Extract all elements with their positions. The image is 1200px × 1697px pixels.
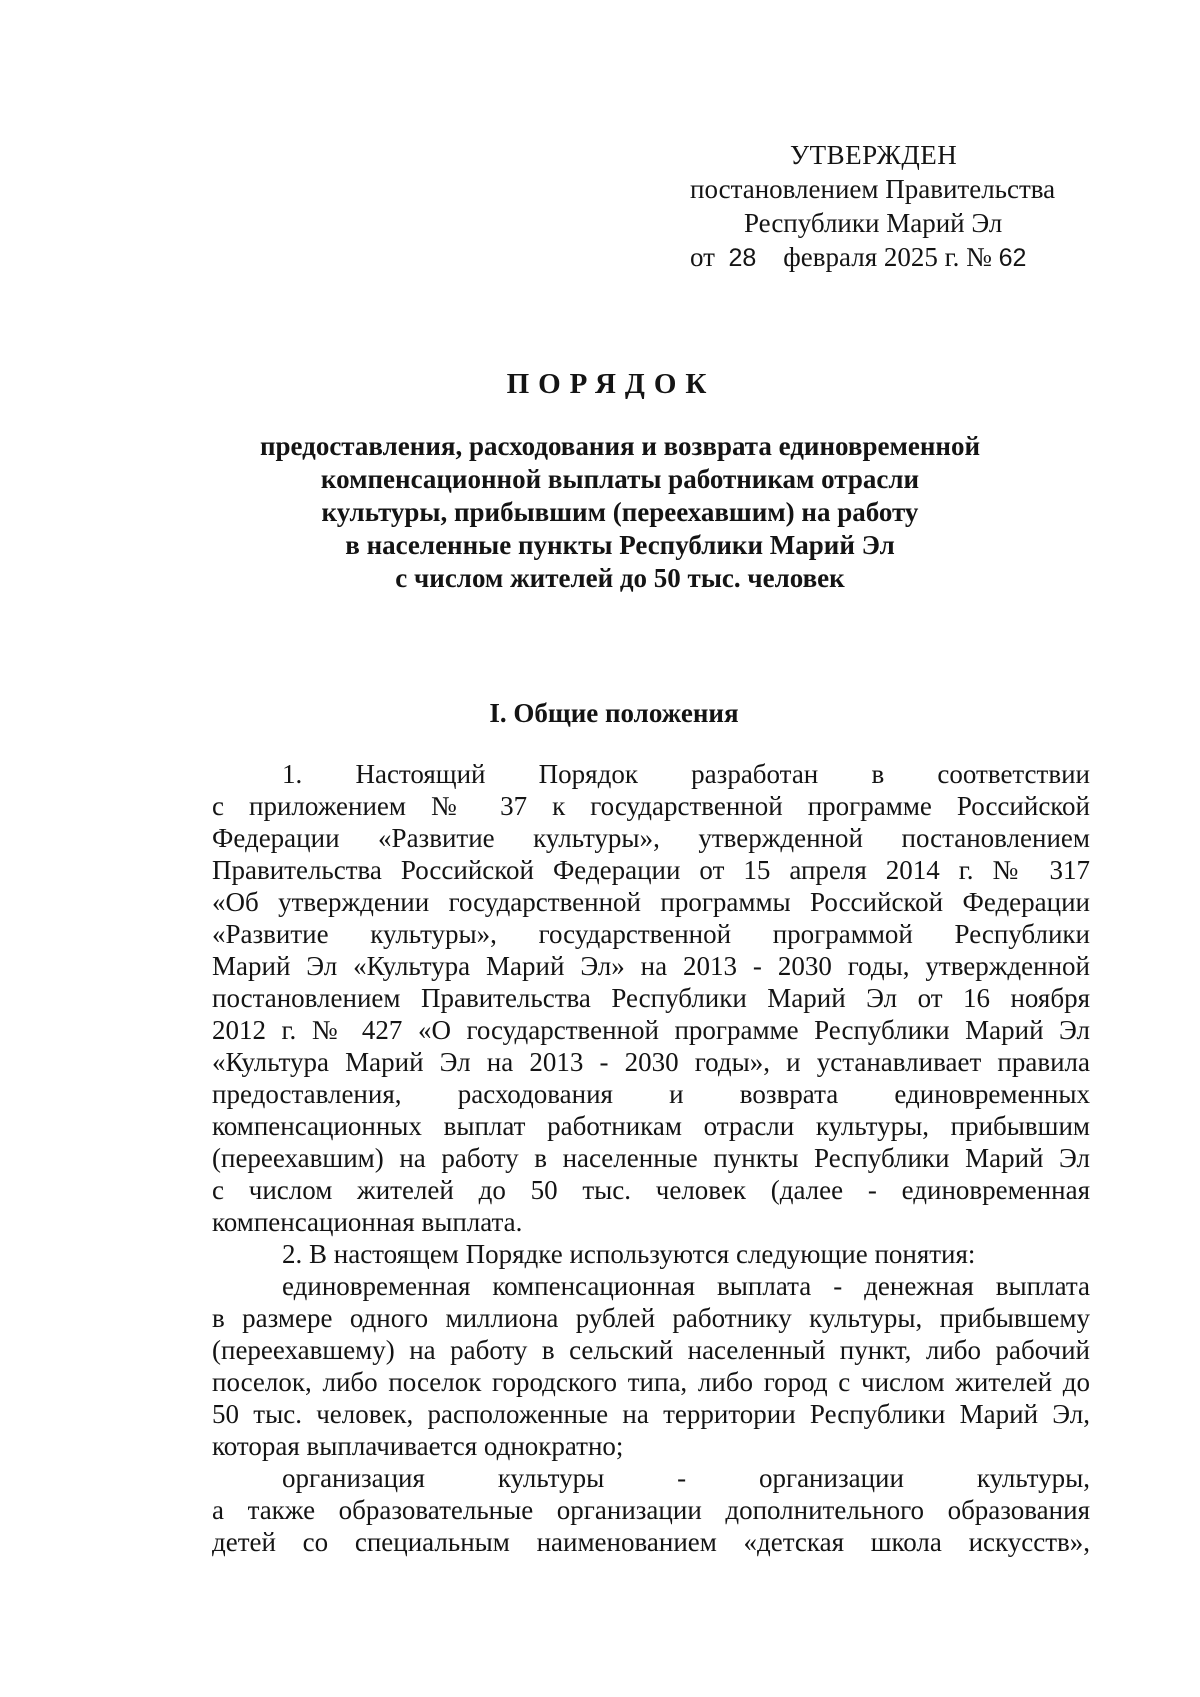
- subtitle-line: компенсационной выплаты работникам отрасли: [320, 464, 920, 494]
- subtitle-line: предоставления, расходования и возврата единовременной: [259, 431, 981, 461]
- paragraph-1-line: компенсационных выплат работникам отрасли культуры, прибывшим: [212, 1111, 1090, 1141]
- paragraph-1-line: Правительства Российской Федерации от 15 апреля 2014 г. № 317: [212, 855, 1090, 885]
- definition-1-line: (переехавшему) на работу в сельский населенный пункт, либо рабочий: [212, 1335, 1090, 1365]
- paragraph-1-line: Федерации «Развитие культуры», утвержденной постановлением: [212, 823, 1090, 853]
- definition-2-line: организация культуры - организации культуры,: [282, 1463, 1090, 1493]
- definition-2-line: детей со специальным наименованием «детская школа искусств»,: [212, 1527, 1090, 1557]
- paragraph-1-line: с числом жителей до 50 тыс. человек (далее - единовременная: [212, 1175, 1090, 1205]
- paragraph-2-line: 2. В настоящем Порядке используются следующие понятия:: [282, 1239, 976, 1269]
- paragraph-1-line: постановлением Правительства Республики Марий Эл от 16 ноября: [212, 983, 1090, 1013]
- subtitle-line: с числом жителей до 50 тыс. человек: [395, 563, 845, 593]
- definition-1-line: которая выплачивается однократно;: [212, 1431, 624, 1461]
- document-title: ПОРЯДОК: [506, 368, 716, 400]
- subtitle-line: культуры, прибывшим (переехавшим) на работу: [321, 497, 919, 527]
- approval-line-1: УТВЕРЖДЕН: [790, 140, 958, 170]
- paragraph-1-line: «Об утверждении государственной программы Российской Федерации: [212, 887, 1090, 917]
- paragraph-1-line: 2012 г. № 427 «О государственной программе Республики Марий Эл: [212, 1015, 1090, 1045]
- subtitle-line: в населенные пункты Республики Марий Эл: [345, 530, 895, 560]
- approval-line-2: постановлением Правительства: [690, 174, 1056, 204]
- paragraph-1-line: «Развитие культуры», государственной программой Республики: [212, 919, 1090, 949]
- paragraph-1-line: предоставления, расходования и возврата единовременных: [212, 1079, 1090, 1109]
- approval-date-month-year: февраля 2025 г. №: [783, 242, 992, 272]
- approval-number: 62: [998, 244, 1027, 272]
- approval-stamp: [690, 138, 1110, 275]
- paragraph-1-line: Марий Эл «Культура Марий Эл» на 2013 - 2030 годы, утвержденной: [212, 951, 1090, 981]
- approval-date-prefix: от: [690, 242, 715, 272]
- definition-1-line: поселок, либо поселок городского типа, либо город с числом жителей до: [212, 1367, 1090, 1397]
- definition-1-line: единовременная компенсационная выплата - денежная выплата: [282, 1271, 1090, 1301]
- approval-line-4: [690, 240, 1110, 275]
- approval-date-day: 28: [728, 244, 757, 272]
- paragraph-1-line: «Культура Марий Эл на 2013 - 2030 годы», и устанавливает правила: [212, 1047, 1090, 1077]
- paragraph-1-line: компенсационная выплата.: [212, 1207, 523, 1237]
- approval-line-3: Республики Марий Эл: [744, 208, 1003, 238]
- paragraph-1-line: 1. Настоящий Порядок разработан в соответствии: [282, 759, 1090, 789]
- definition-1-line: 50 тыс. человек, расположенные на территории Республики Марий Эл,: [212, 1399, 1090, 1429]
- document-subtitle: [200, 430, 1040, 595]
- paragraph-1-line: с приложением № 37 к государственной программе Российской: [212, 791, 1090, 821]
- section-heading: I. Общие положения: [489, 698, 739, 728]
- body-text: [212, 758, 1090, 1558]
- definition-2-line: а также образовательные организации дополнительного образования: [212, 1495, 1090, 1525]
- paragraph-1-line: (переехавшим) на работу в населенные пункты Республики Марий Эл: [212, 1143, 1090, 1173]
- definition-1-line: в размере одного миллиона рублей работнику культуры, прибывшему: [212, 1303, 1090, 1333]
